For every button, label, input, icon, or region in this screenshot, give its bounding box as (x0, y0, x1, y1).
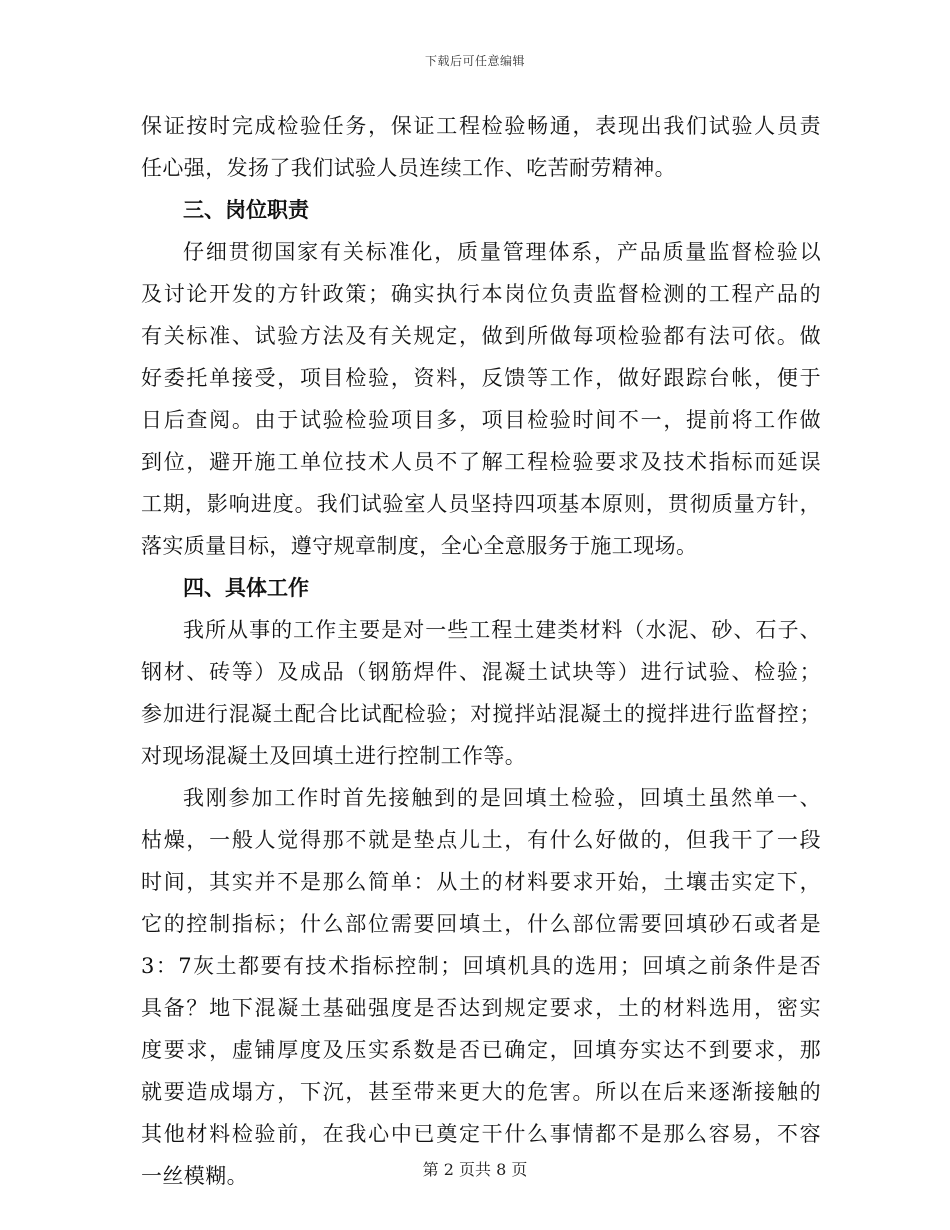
text-line: 就要造成塌方，下沉，甚至带来更大的危害。所以在后来逐渐接触的 (141, 1080, 821, 1104)
text-line: 它的控制指标；什么部位需要回填土，什么部位需要回填砂石或者是 (141, 912, 821, 936)
document-body (141, 105, 821, 1197)
text-line: 度要求，虚铺厚度及压实系数是否已确定，回填夯实达不到要求，那 (141, 1038, 821, 1062)
section-heading-work: 四、具体工作 (183, 576, 309, 600)
text-line: 有关标准、试验方法及有关规定，做到所做每项检验都有法可依。做 (141, 324, 821, 348)
text-line: 工期，影响进度。我们试验室人员坚持四项基本原则，贯彻质量方针， (141, 492, 821, 516)
text-line: 好委托单接受，项目检验，资料，反馈等工作，做好跟踪台帐，便于 (141, 366, 821, 390)
text-line: 日后查阅。由于试验检验项目多，项目检验时间不一，提前将工作做 (141, 408, 821, 432)
text-line: 我所从事的工作主要是对一些工程土建类材料（水泥、砂、石子、 (183, 618, 821, 642)
text-line: 及讨论开发的方针政策；确实执行本岗位负责监督检测的工程产品的 (141, 282, 821, 306)
page-header: 下载后可任意编辑 (424, 54, 525, 68)
text-line: 其他材料检验前，在我心中已奠定干什么事情都不是那么容易，不容 (141, 1122, 821, 1146)
paragraph-duties (141, 231, 821, 567)
text-line: 我刚参加工作时首先接触到的是回填土检验，回填土虽然单一、 (183, 786, 821, 810)
text-line: 对现场混凝土及回填土进行控制工作等。 (141, 744, 527, 768)
paragraph-backfill (141, 777, 821, 1197)
text-line: 枯燥，一般人觉得那不就是垫点儿土，有什么好做的，但我干了一段 (141, 828, 821, 852)
text-line: 仔细贯彻国家有关标准化，质量管理体系，产品质量监督检验以 (183, 240, 821, 264)
text-line: 一丝模糊。 (141, 1164, 248, 1188)
text-line: 时间，其实并不是那么简单：从土的材料要求开始，土壤击实定下， (141, 870, 821, 894)
text-line: 3：7灰土都要有技术指标控制；回填机具的选用；回填之前条件是否 (141, 954, 821, 978)
text-line: 参加进行混凝土配合比试配检验；对搅拌站混凝土的搅拌进行监督控； (141, 702, 821, 726)
paragraph-work-scope (141, 609, 821, 777)
section-heading-duties: 三、岗位职责 (183, 198, 309, 222)
text-line: 钢材、砖等）及成品（钢筋焊件、混凝土试块等）进行试验、检验； (141, 660, 821, 684)
page-number: 第 2 页共 8 页 (422, 1160, 528, 1179)
text-line: 具备？地下混凝土基础强度是否达到规定要求，土的材料选用，密实 (141, 996, 821, 1020)
text-line: 落实质量目标，遵守规章制度，全心全意服务于施工现场。 (141, 534, 698, 558)
paragraph-continuation (141, 105, 821, 189)
text-line: 到位，避开施工单位技术人员不了解工程检验要求及技术指标而延误 (141, 450, 821, 474)
text-line: 任心强，发扬了我们试验人员连续工作、吃苦耐劳精神。 (141, 156, 676, 180)
text-line: 保证按时完成检验任务，保证工程检验畅通，表现出我们试验人员责 (141, 114, 821, 138)
